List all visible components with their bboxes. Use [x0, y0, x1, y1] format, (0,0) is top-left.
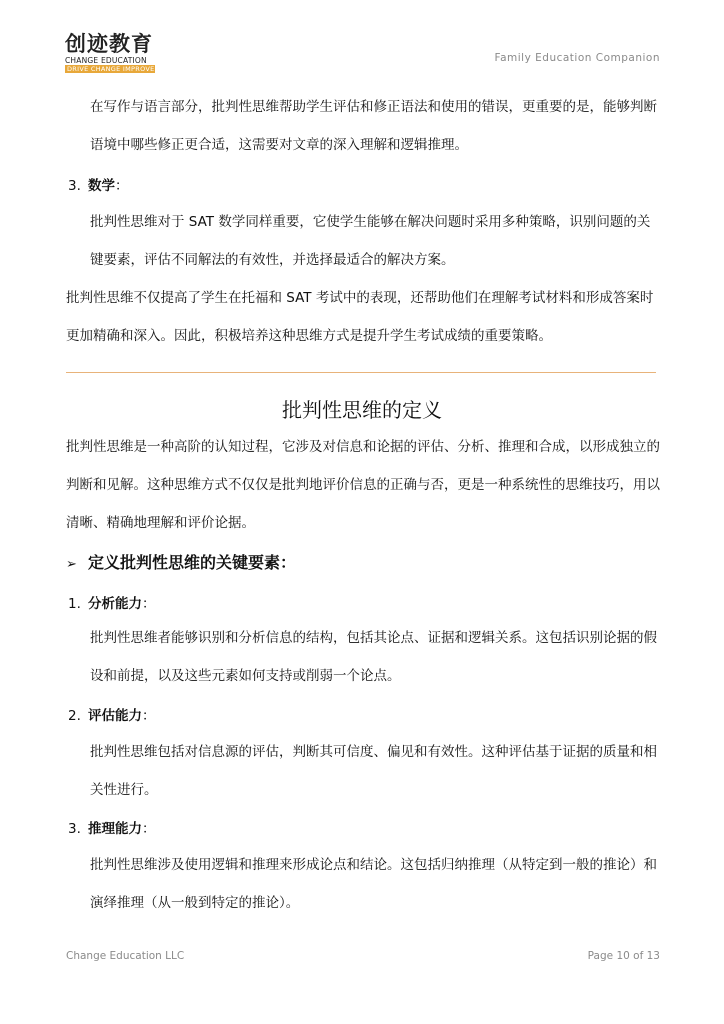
- section-title: 批判性思维的定义: [282, 398, 442, 422]
- section-divider: [66, 372, 656, 373]
- reasoning-paragraph: 批判性思维涉及使用逻辑和推理来形成论点和结论。这包括归纳推理（从特定到一般的推论）和演绎推理（从一般到特定的推论）。: [90, 857, 657, 911]
- list-item-analysis: [68, 594, 156, 614]
- page-header: [65, 32, 660, 80]
- evaluation-paragraph: 批判性思维包括对信息源的评估，判断其可信度、偏见和有效性。这种评估基于证据的质量和相关性进行。: [90, 744, 657, 798]
- page-number: [588, 950, 660, 962]
- list-item-colon: ：: [142, 821, 156, 837]
- list-number: 3.: [68, 821, 81, 837]
- arrow-bullet-icon: ➢: [66, 557, 77, 572]
- list-item-reasoning: [68, 819, 156, 839]
- list-item-colon: ：: [142, 596, 156, 612]
- analysis-paragraph: 批判性思维者能够识别和分析信息的结构，包括其论点、证据和逻辑关系。这包括识别论据的假设和前提，以及这些元素如何支持或削弱一个论点。: [90, 630, 657, 684]
- page-total: 13: [646, 950, 660, 962]
- logo-english-text: CHANGE EDUCATION: [65, 56, 147, 65]
- math-paragraph: 批判性思维对于 SAT 数学同样重要，它使学生能够在解决问题时采用多种策略，识别问题的关键要素，评估不同解法的有效性，并选择最适合的解决方案。: [90, 214, 651, 268]
- list-number: 1.: [68, 596, 81, 612]
- list-number: 2.: [68, 708, 81, 724]
- writing-paragraph: 在写作与语言部分，批判性思维帮助学生评估和修正语法和使用的错误，更重要的是，能够判断语境中哪些修正更合适，这需要对文章的深入理解和逻辑推理。: [90, 99, 657, 153]
- list-item-title: 分析能力: [88, 596, 142, 612]
- logo: [65, 32, 157, 73]
- logo-chinese-text: 创迹教育: [65, 31, 153, 56]
- list-item-title: 评估能力: [88, 708, 142, 724]
- header-title: Family Education Companion: [494, 52, 660, 64]
- page-label: Page: [587, 950, 614, 962]
- list-item-evaluation: [68, 706, 156, 726]
- list-item-math: [68, 176, 129, 196]
- list-number: 3.: [68, 178, 81, 194]
- key-elements-heading: [66, 551, 296, 577]
- footer-company: Change Education LLC: [66, 950, 185, 962]
- summary-paragraph: 批判性思维不仅提高了学生在托福和 SAT 考试中的表现，还帮助他们在理解考试材料和形成答案时更加精确和深入。因此，积极培养这种思维方式是提升学生考试成绩的重要策略。: [66, 290, 654, 344]
- page-of: of: [633, 950, 644, 962]
- list-item-title: 推理能力: [88, 821, 142, 837]
- logo-tagline: DRIVE CHANGE IMPROVE: [67, 65, 155, 73]
- list-item-colon: ：: [115, 178, 129, 194]
- list-item-title: 数学: [88, 178, 115, 194]
- list-item-colon: ：: [142, 708, 156, 724]
- page-current: 10: [616, 950, 630, 962]
- key-elements-heading-text: 定义批判性思维的关键要素：: [88, 553, 297, 572]
- definition-intro: 批判性思维是一种高阶的认知过程，它涉及对信息和论据的评估、分析、推理和合成，以形成独立的判断和见解。这种思维方式不仅仅是批判地评价信息的正确与否，更是一种系统性的思维技巧，用以清晰、精确地理解和评价论据。: [66, 439, 660, 531]
